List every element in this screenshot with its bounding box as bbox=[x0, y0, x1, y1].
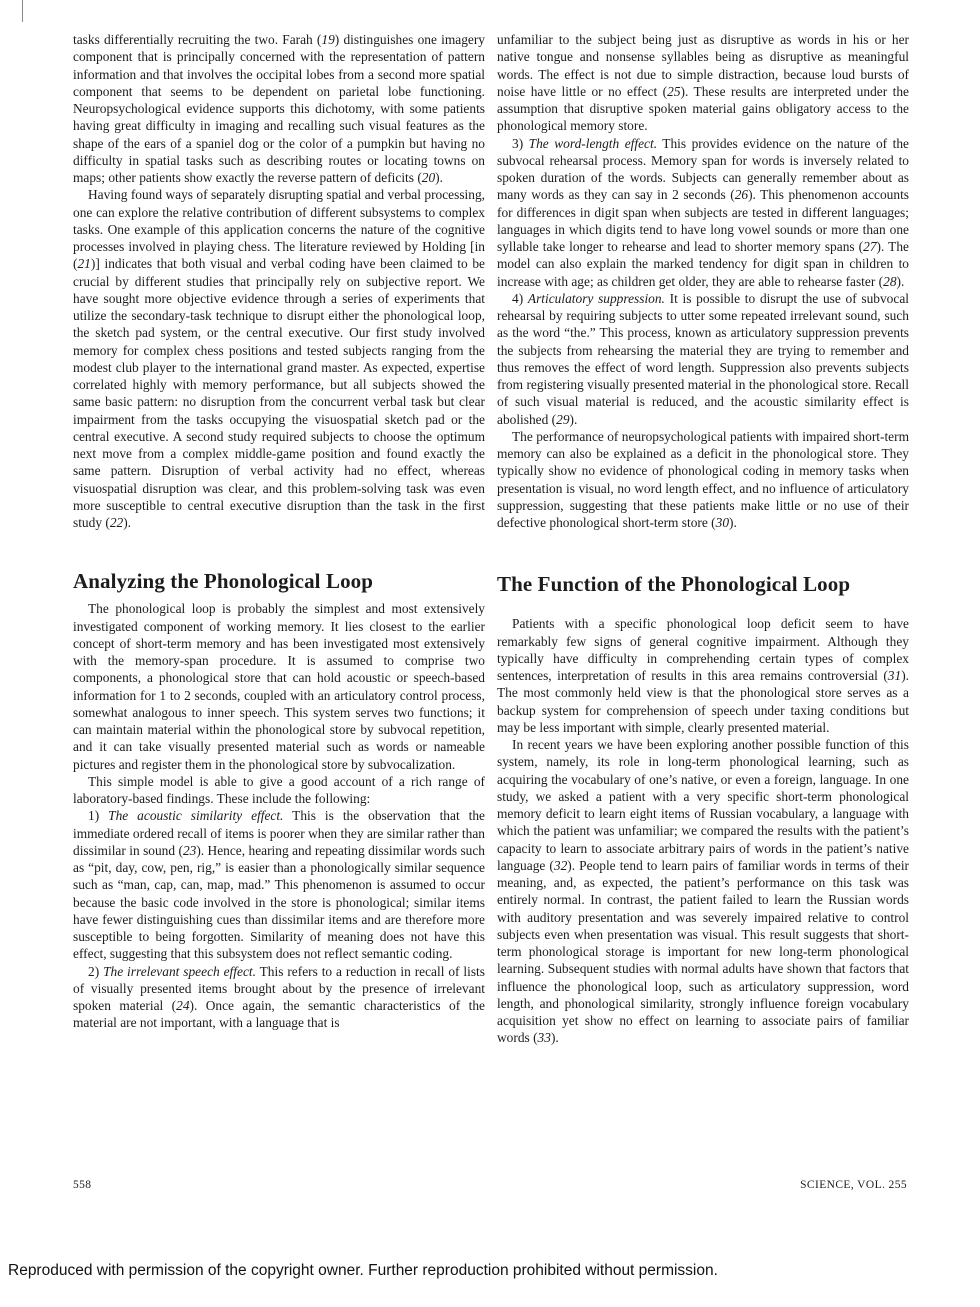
section-heading-function: The Function of the Phonological Loop bbox=[497, 572, 851, 597]
italic-run: 20 bbox=[421, 170, 436, 185]
page-number: 558 bbox=[73, 1179, 92, 1191]
italic-run: 31 bbox=[887, 668, 902, 683]
italic-run: 25 bbox=[667, 83, 681, 99]
italic-run: Articulatory suppression. bbox=[527, 290, 665, 306]
section-heading-analyzing: Analyzing the Phonological Loop bbox=[73, 569, 374, 594]
left-paragraph-3: The phonological loop is probably the simplest and most extensively investigated component of working memory. It lies closest to the earlier concept of short-term memory and has been investigated most extensively with the memory-span procedure. It is assumed to comprise two components, a phonological store that can hold acoustic or speech-based information for 1 to 2 seconds, coupled with an articulatory control process, somewhat analogous to inner speech. This system serves two functions; it can maintain material within the phonological store by subvocal repetition, and it can take visually presented material such as words or nameable pictures and register them in the phonological store by subvocalization. bbox=[73, 601, 485, 772]
journal-volume-label: SCIENCE, VOL. 255 bbox=[800, 1179, 907, 1191]
italic-run: 30 bbox=[715, 515, 730, 530]
right-paragraph-4: The performance of neuropsychological patients with impaired short-term memory can also be explained as a deficit in the phonological store. They typically show no evidence of phonological coding in memory tasks when presentation is visual, no word length effect, and no influence of articulatory suppression, suggesting that these patients make little or no use of their defective phonological short-term store (30). bbox=[497, 428, 909, 530]
italic-run: 23 bbox=[182, 842, 197, 858]
italic-run: 28 bbox=[883, 273, 897, 289]
left-column bbox=[73, 31, 485, 1032]
right-column bbox=[497, 31, 909, 1047]
left-paragraph-4: This simple model is able to give a good account of a rich range of laboratory-based findings. These include the following: bbox=[73, 773, 485, 806]
right-paragraph-6: In recent years we have been exploring another possible function of this system, namely, its role in long-term phonological learning, such as acquiring the vocabulary of one’s native, or even a foreign, language. In one study, we asked a patient with a very specific short-term phonological memory deficit to learn eight items of Russian vocabulary, a language with which the patient was unfamiliar; we compared the results with the patient’s capacity to learn to associate arbitrary pairs of words in the patient’s native language (32). People tend to learn pairs of familiar words in terms of their meaning, and, as expected, the patient’s performance on this task was entirely normal. In contrast, the patient failed to learn the Russian words with auditory presentation and was severely impaired relative to control subjects even when presentation was visual. This result suggests that short-term phonological storage is important for new long-term phonological learning. Subsequent studies with normal adults have shown that factors that influence the phonological loop, such as articulatory suppression, word length, and phonological similarity, strongly influence foreign vocabulary acquisition yet show no effect on learning to associate pairs of familiar words (33). bbox=[497, 737, 910, 1046]
italic-run: The word-length effect. bbox=[528, 135, 658, 151]
italic-run: 24 bbox=[176, 998, 190, 1013]
right-paragraph-2: 3) The word-length effect. This provides evidence on the nature of the subvocal rehearsal process. Memory span for words is inversely related to spoken duration of the words. Subjects can generally remember about as many words as they can say in 2 seconds (26). This phenomenon accounts for differences in digit span when subjects are tested in different languages; languages in which digits tend to have long vowel sounds or more than one syllable take longer to rehearse and lead to shorter memory spans (27). The model can also explain the marked tendency for digit span in children to increase with age; as children get older, they are able to rehearse faster (28). bbox=[497, 135, 909, 289]
left-paragraph-2: Having found ways of separately disrupting spatial and verbal processing, one can explore the relative contribution of different subsystems to complex tasks. One example of this application concerns the nature of the cognitive processes involved in playing chess. The literature reviewed by Holding [in (21)] indicates that both visual and verbal coding have been claimed to be crucial by different studies that principally rely on subjective report. We have sought more objective evidence through a series of experiments that utilize the secondary-task technique to disrupt either the phonological loop, the sketch pad system, or the central executive. Our first study involved memory for complex chess positions and tested subjects ranging from the modest club player to the international grand master. As expected, expertise correlated highly with memory performance, but all subjects showed the same basic pattern: no disruption from the concurrent verbal task but clear impairment from the tasks occupying the visuospatial sketch pad or the central executive. A second study required subjects to choose the optimum next move from a complex middle-game position and found exactly the same pattern. Disruption of verbal activity had no effect, whereas visuospatial disruption was clear, and this problem-solving task was even more susceptible to central executive disruption than the task in the first study (22). bbox=[73, 187, 485, 530]
italic-run: 19 bbox=[321, 32, 335, 47]
italic-run: The acoustic similarity effect. bbox=[108, 808, 284, 824]
reproduction-notice: Reproduced with permission of the copyright owner. Further reproduction prohibited without permission. bbox=[8, 1262, 718, 1279]
right-paragraph-3: 4) Articulatory suppression. It is possible to disrupt the use of subvocal rehearsal by requiring subjects to utter some repeated irrelevant sound, such as the word “the.” This process, known as articulatory suppression prevents the subjects from rehearsing the material they are trying to remember and thus removes the effect of word length. Suppression also prevents subjects from registering visually presented material in the phonological store. Recall of such visual material is reduced, and the acoustic similarity effect is abolished (29). bbox=[497, 290, 909, 427]
italic-run: 27 bbox=[863, 239, 877, 254]
italic-run: 29 bbox=[556, 411, 570, 427]
italic-run: 33 bbox=[537, 1030, 551, 1046]
italic-run: 26 bbox=[734, 187, 749, 203]
left-paragraph-5: 1) The acoustic similarity effect. This is the observation that the immediate ordered recall of items is poorer when they are similar rather than dissimilar in sound (23). Hence, hearing and repeating dissimilar words such as “pit, day, cow, pen, rig,” is easier than a phonologically similar sequence such as “man, cap, can, map, mad.” This phenomenon is assumed to occur because the basic code involved in the store is phonological; similar items have fewer distinguishing cues than dissimilar items and are therefore more susceptible to being forgotten. Similarity of meaning does not have this effect, suggesting that this subsystem does not reflect semantic coding. bbox=[73, 808, 485, 962]
italic-run: 32 bbox=[553, 857, 568, 873]
left-paragraph-6: 2) The irrelevant speech effect. This refers to a reduction in recall of lists of visually presented items brought about by the presence of irrelevant spoken material (24). Once again, the semantic characteristics of the material are not important, with a language that is bbox=[73, 963, 485, 1031]
right-paragraph-5: Patients with a specific phonological loop deficit seem to have remarkably few signs of general cognitive impairment. Although they typically have difficulty in comprehending certain types of complex sentences, interpretation of results in this area remains controversial (31). The most commonly held view is that the phonological store serves as a backup system for comprehension of speech under taxing conditions but may be less important with simple, clearly presented material. bbox=[497, 616, 909, 735]
scan-edge-mark bbox=[22, 0, 23, 22]
left-paragraph-1: tasks differentially recruiting the two. Farah (19) distinguishes one imagery component that is principally concerned with the representation of pattern information and that involves the occipital lobes from a second more spatial component that seems to be dependent on parietal lobe functioning. Neuropsychological evidence supports this dichotomy, with some patients having great difficulty in imaging and recalling such visual features as the shape of the ears of a spaniel dog or the color of a pumpkin but having no difficulty in spatial tasks such as describing routes or locating towns on maps; other patients show exactly the reverse pattern of deficits (20). bbox=[73, 32, 485, 185]
italic-run: 21 bbox=[77, 256, 91, 272]
italic-run: 22 bbox=[109, 515, 124, 530]
italic-run: The irrelevant speech effect. bbox=[103, 963, 256, 979]
right-paragraph-1: unfamiliar to the subject being just as disruptive as words in his or her native tongue and nonsense syllables being as disruptive as meaningful words. The effect is not due to simple distraction, because loud bursts of noise have little or no effect (25). These results are interpreted under the assumption that disruptive spoken material gains obligatory access to the phonological memory store. bbox=[497, 32, 910, 134]
